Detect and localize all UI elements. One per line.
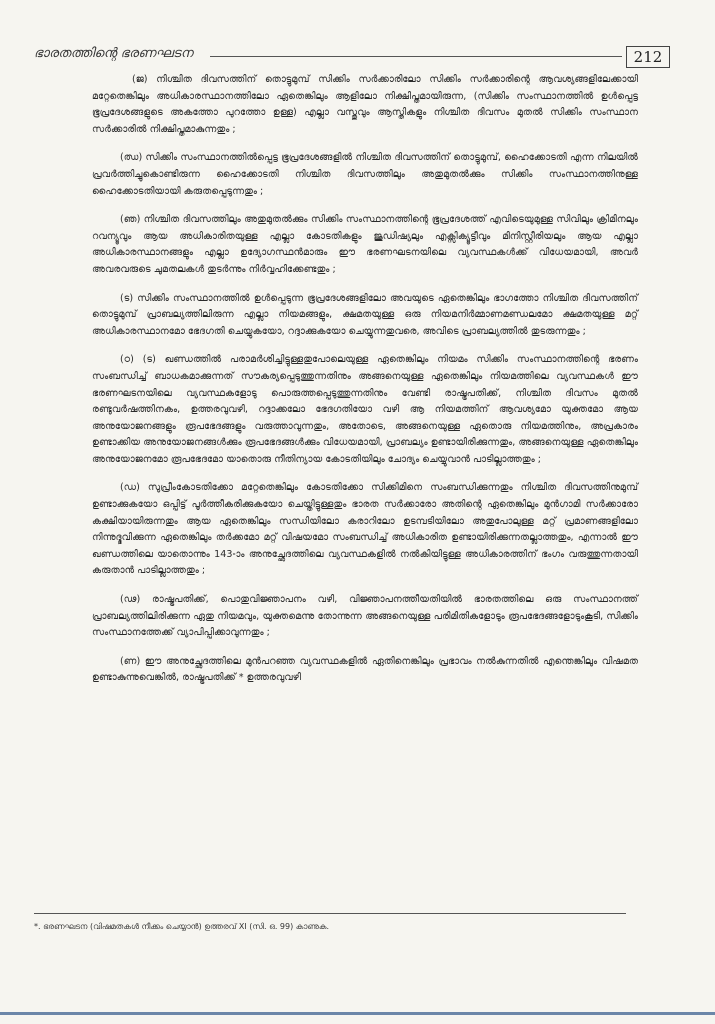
page-header: [34, 46, 684, 70]
body-text: [92, 72, 638, 699]
paragraph-ta: (ട) സിക്കിം സംസ്ഥാനത്തിൽ ഉൾപ്പെടുന്ന ഭൂപ്രദേശങ്ങളിലോ അവയുടെ ഏതെങ്കിലും ഭാഗത്തോ നിശ്ചിത ദിവസത്തിന് തൊട്ടുമുമ്പ് പ്രാബല്യത്തിലിരുന്ന എല്ലാ നിയമങ്ങളും, ക്ഷമതയുള്ള ഒരു നിയമനിർമ്മാണമണ്ഡലമോ ക്ഷമതയുള്ള മറ്റ് അധികാരസ്ഥാനമോ ഭേദഗതി ചെയ്യുകയോ, റദ്ദാക്കുകയോ ചെയ്യുന്നതുവരെ, അവിടെ പ്രാബല്യത്തിൽ തുടരുന്നതും ;: [92, 292, 638, 337]
page-number: 212: [626, 46, 670, 68]
paragraph-na: (ണ) ഈ അനുച്ഛേദത്തിലെ മുൻപറഞ്ഞ വ്യവസ്ഥകളിൽ ഏതിനെങ്കിലും പ്രഭാവം നൽകുന്നതിൽ എന്തെങ്കിലും വിഷമത ഉണ്ടാകുന്നുവെങ്കിൽ, രാഷ്ട്രപതിക്ക് * ഉത്തരവുവഴി: [92, 655, 638, 684]
paragraph-tha: (ഠ) (ട) ഖണ്ഡത്തിൽ പരാമർശിച്ചിട്ടുള്ളതുപോലെയുള്ള ഏതെങ്കിലും നിയമം സിക്കിം സംസ്ഥാനത്തിന്റെ ഭരണം സംബന്ധിച്ച് ബാധകമാക്കുന്നത് സൗകര്യപ്പെടുത്തുന്നതിനും അങ്ങനെയുള്ള ഏതെങ്കിലും നിയമത്തിലെ വ്യവസ്ഥകൾ ഈ ഭരണഘടനയിലെ വ്യവസ്ഥകളോടു പൊരുത്തപ്പെടുത്തുന്നതിനും വേണ്ടി രാഷ്ട്രപതിക്ക്, നിശ്ചിത ദിവസം മുതൽ രണ്ടുവർഷത്തിനകം, ഉത്തരവുവഴി, റദ്ദാക്കലോ ഭേദഗതിയോ വഴി ആ നിയമത്തിന് ആവശ്യമോ യുക്തമോ ആയ അനുയോജനങ്ങളും രൂപഭേദങ്ങളും വരുത്താവുന്നതും, അതോടെ, അങ്ങനെയുള്ള ഏതൊരു നിയമത്തിനും, അപ്രകാരം ഉണ്ടാക്കിയ അനുയോജനങ്ങൾക്കും രൂപഭേദങ്ങൾക്കും വിധേയമായി, പ്രാബല്യം ഉണ്ടായിരിക്കുന്നതും, അങ്ങനെയുള്ള ഏതെങ്കിലും അനുയോജനമോ രൂപഭേദമോ യാതൊരു നീതിന്യായ കോടതിയിലും ചോദ്യം ചെയ്യുവാൻ പാടില്ലാത്തതും ;: [92, 354, 638, 465]
page-bottom-border: [0, 1012, 715, 1015]
paragraph-nya: (ഞ) നിശ്ചിത ദിവസത്തിലും അതുമുതൽക്കും സിക്കിം സംസ്ഥാനത്തിന്റെ ഭൂപ്രദേശത്ത് എവിടെയുമുള്ള സിവിലും ക്രിമിനലും റവന്യൂവും ആയ അധികാരിതയുള്ള എല്ലാ കോടതികളും ജുഡിഷ്യലും എക്സിക്യൂട്ടീവും മിനിസ്റ്റീരിയലും ആയ എല്ലാ അധികാരസ്ഥാനങ്ങളും എല്ലാ ഉദ്യോഗസ്ഥൻമാരും ഈ ഭരണഘടനയിലെ വ്യവസ്ഥകൾക്ക് വിധേയമായി, അവർ അവരവരുടെ ചുമതലകൾ തുടർന്നും നിർവ്വഹിക്കേണ്ടതും ;: [92, 214, 638, 275]
paragraph-ja: (ജ) നിശ്ചിത ദിവസത്തിന് തൊട്ടുമുമ്പ് സിക്കിം സർക്കാരിലോ സിക്കിം സർക്കാരിന്റെ ആവശ്യങ്ങളിലേക്കായി മറ്റേതെങ്കിലും അധികാരസ്ഥാനത്തിലോ ഏതെങ്കിലും ആളിലോ നിക്ഷിപ്തമായിരുന്ന, (സിക്കിം സംസ്ഥാനത്തിൽ ഉൾപ്പെട്ട ഭൂപ്രദേശങ്ങളുടെ അകത്തോ പുറത്തോ ഉള്ള) എല്ലാ വസ്തുവും ആസ്തികളും നിശ്ചിത ദിവസം മുതൽ സിക്കിം സംസ്ഥാന സർക്കാരിൽ നിക്ഷിപ്തമാകുന്നതും ;: [92, 74, 638, 135]
footnote-rule: [34, 913, 626, 914]
header-rule: [210, 56, 622, 57]
paragraph-da: (ഡ) സുപ്രീംകോടതിക്കോ മറ്റേതെങ്കിലും കോടതിക്കോ സിക്കിമിനെ സംബന്ധിക്കുന്നതും നിശ്ചിത ദിവസത്തിനുമുമ്പ് ഉണ്ടാക്കുകയോ ഒപ്പിട്ട് പൂർത്തീകരിക്കുകയോ ചെയ്തിട്ടുള്ളതും ഭാരത സർക്കാരോ അതിന്റെ ഏതെങ്കിലും മുൻഗാമി സർക്കാരോ കക്ഷിയായിരുന്നതും ആയ ഏതെങ്കിലും സന്ധിയിലോ കരാറിലോ ഉടമ്പടിയിലോ അതുപോലുള്ള മറ്റ് പ്രമാണങ്ങളിലോ നിന്നുദ്ഭവിക്കുന്ന ഏതെങ്കിലും തർക്കമോ മറ്റ് വിഷയമോ സംബന്ധിച്ച് അധികാരിത ഉണ്ടായിരിക്കുന്നതല്ലാത്തതും, എന്നാൽ ഈ ഖണ്ഡത്തിലെ യാതൊന്നും 143-ാം അനുച്ഛേദത്തിലെ വ്യവസ്ഥകളിൽ നൽകിയിട്ടുള്ള അധികാരത്തിന് ഭംഗം വരുത്തുന്നതായി കരുതാൻ പാടില്ലാത്തതും ;: [92, 482, 638, 577]
paragraph-dha: (ഢ) രാഷ്ട്രപതിക്ക്, പൊതുവിജ്ഞാപനം വഴി, വിജ്ഞാപനത്തീയതിയിൽ ഭാരതത്തിലെ ഒരു സംസ്ഥാനത്ത് പ്രാബല്യത്തിലിരിക്കുന്ന ഏതു നിയമവും, യുക്തമെന്നു തോന്നുന്ന അങ്ങനെയുള്ള പരിമിതികളോടും രൂപഭേദങ്ങളോടുംകൂടി, സിക്കിം സംസ്ഥാനത്തേക്ക് വ്യാപിപ്പിക്കാവുന്നതും ;: [92, 594, 638, 639]
footnote: *. ഭരണഘടന (വിഷമതകൾ നീക്കം ചെയ്യാൻ) ഉത്തരവ് XI (സി. ഒ. 99) കാണുക.: [34, 922, 330, 931]
running-title: ഭാരതത്തിന്റെ ഭരണഘടന: [34, 46, 193, 61]
paragraph-jha: (ഝ) സിക്കിം സംസ്ഥാനത്തിൽപ്പെട്ട ഭൂപ്രദേശങ്ങളിൽ നിശ്ചിത ദിവസത്തിന് തൊട്ടുമുമ്പ്, ഹൈക്കോടതി എന്ന നിലയിൽ പ്രവർത്തിച്ചുകൊണ്ടിരുന്ന ഹൈക്കോടതി നിശ്ചിത ദിവസത്തിലും അതുമുതൽക്കും സിക്കിം സംസ്ഥാനത്തിനുള്ള ഹൈക്കോടതിയായി കരുതപ്പെടുന്നതും ;: [92, 152, 638, 197]
